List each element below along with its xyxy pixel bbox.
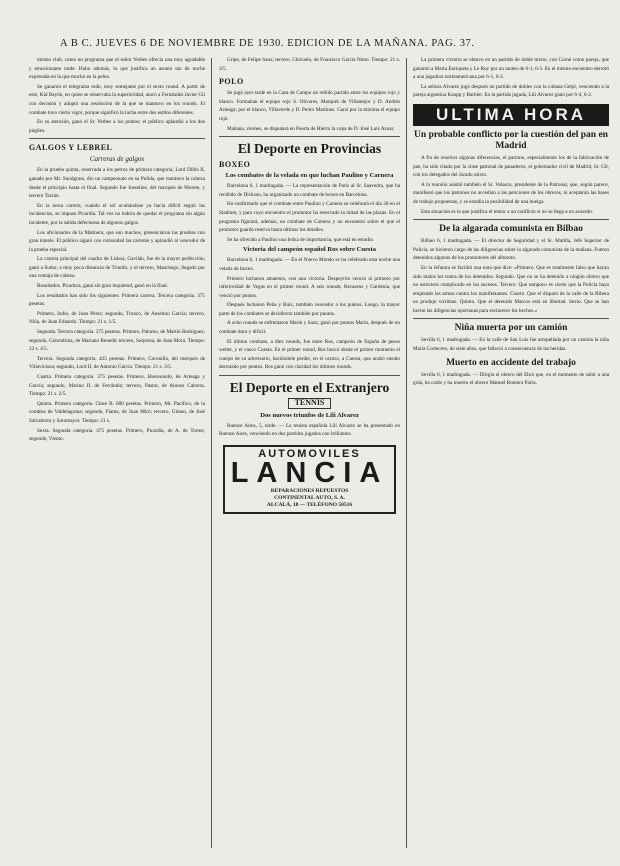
article-text: Los resultados han sido los siguientes: Primera carrera. Tercera categoría. 375 pesetas. (29, 292, 205, 308)
article-text: Se jugó ayer tarde en la Casa de Campo un reñido partido entre los equipos rojo y blanco. Formaban el equipo rojo S. Olivares, Marqués de Villamejor y D. Andrés Arteaga; por el blanco, Villaverde y D. Pedro Martínez. Ganó por la mínima el equipo rojo. (219, 90, 400, 122)
article-text: A ocho rounds se enfrentaron Marín y Sanz; ganó por puntos Marín, después de un combate duro y difícil. (219, 320, 400, 336)
article-headline: Muerto en accidente del trabajo (446, 357, 576, 368)
lancia-advertisement (223, 445, 396, 515)
section-heading: TENNIS (288, 398, 332, 409)
section-heading: GALGOS Y LEBREL (29, 143, 113, 153)
article-text: El último combate, a diez rounds, fue entre Ros, campeón de España de pesos welter, y el vasco Cuesta. En el primer round, Ros buscó desde el primer momento el cuerpo de su adversario, haciéndole perder, en el octavo, a Cuesta, que acabó siendo derrotado por puntos. Ros ganó con claridad los últimos rounds. (219, 338, 400, 371)
article-headline: De la algarada comunista en Bilbao (439, 224, 583, 235)
article-text: En la prueba quinta, reservada a los perros de primera categoría, Lord Dillis II, ganado por Mr. Snodgrass, dio un campeonato en su Pulida, que mantuvo la cabeza desde el principio hasta el final. Segundo fue Josseline, del marqués de Morete, y tercero Tarzán. (29, 167, 205, 200)
ad-heading: AUTOMOVILES (258, 447, 361, 460)
result-entry: Sexta. Segunda categoría. 475 pesetas. Primero, Picardía, de A. de Torres; segundo, Viento. (29, 427, 205, 443)
column-2 (219, 56, 400, 856)
article-headline: Un probable conflicto por la cuestión del pan en Madrid (414, 129, 608, 151)
column-rule (406, 58, 407, 848)
divider (219, 375, 400, 376)
article-text: Barcelona 6, 1 madrugada. — En el Nuevo Mundo se ha celebrado esta noche una velada de boxeo. (219, 257, 400, 272)
article-headline: Niña muerta por un camión (454, 323, 568, 334)
article-text: Ha confirmado que el combate entre Paulino y Carnera se celebrará el día 30 en el Stadium, y para cuyo encuentro el promotor ha reservado la mitad de las plazas. En el programa figurará, además, un combate de Carnera y un encuentro sobre el que el promotor guarda reserva hasta ultimar los detalles. (219, 201, 400, 234)
article-text: Buenos Aires, 5, tarde. — La tenista española Lilí Alvarez se ha presentado en Buenos Aires, venciendo en dos partidos jugados con brillantez. (219, 422, 400, 438)
section-title: El Deporte en Provincias (237, 141, 382, 157)
article-text: Mañana, viernes, se disputará en Puerta de Hierro la copa de D. José Luis Azuar. (227, 125, 395, 132)
ad-line: ALCALÁ, 18 — TELÉFONO 50516 (266, 502, 353, 509)
article-text: A la reunión asistió también el Sr. Velasco, presidente de la Patronal, que, según parece, manifestó que los patronos no accedían a las peticiones de los obreros, ni aceptarán las bases de trabajo propuestas, y se estudia la posibilidad de una huelga. (413, 181, 609, 205)
article-headline: Dos nuevos triunfos de Lilí Alvarez (260, 411, 359, 419)
ad-line: CONTINENTAL AUTO, S. A. (274, 495, 345, 502)
article-text: Después lucharon Peña y Ruiz, también vencedor a los puntos. Luego, la mayor parte de los combates se decidieron también por puntos. (219, 302, 400, 317)
article-text: La señora Alvarez jugó después un partido de dobles con la cubana Gelpi, venciendo a la pareja argentina Kaupp y Barbier. En la partida jugada, Lili Alvarez ganó por 6-4, 6-2. (413, 83, 609, 99)
divider (413, 318, 609, 319)
ad-line: REPARACIONES REPUESTOS (270, 488, 349, 495)
article-text: Resultados. Picadora, ganó sin gran inquietud, ganó en la final. (37, 283, 168, 290)
article-text: Primero lucharon amateurs, con una victoria. Despeyrón venció al primero por inferioridad de Vegas en el primer round. A seis rounds, Recasens y Gardenia, que venció por puntos. (219, 275, 400, 299)
article-text: mismo club, como un programa que el señor Yerbes ofrecía una muy agradable y emocionante tarde. Hubo además, lo que justifica un asunto tan de noche expresada en la que mucho en la pelea. (29, 57, 205, 81)
article-headline: Los combates de la velada en que luchan Paulino y Carnera (225, 172, 394, 180)
divider (29, 138, 205, 139)
article-text: La primera victoria se obtuvo en un partido de doble mixto, con Corné como pareja, que ganaron a Marta Enriqueta y Le Roy por un tanteo de 6-1, 6-3. En el mismo encuentro derrotó a una jugadora norteamericana por 6-1, 6-2. (413, 57, 609, 81)
article-text: Se ha ofrecido a Paulino una bolsa de importancia, que está en estudio. (227, 236, 375, 243)
article-text: Gripe, de Felipe Sanz; tercero, Chicuelo, de Francisco García Nieto. Tiempo: 21 s. 3/5. (219, 57, 400, 72)
ultima-hora-banner: ULTIMA HORA (413, 104, 609, 126)
page-masthead: A B C. JUEVES 6 DE NOVIEMBRE DE 1930. EDICION DE LA MAÑANA. PAG. 37. (60, 38, 475, 49)
article-text: Bilbao 6, 1 madrugada. — El director de Seguridad y el Sr. Matilla, Jefe Superior de Policía, se hicieron cargo de las diligencias sobre la algarada comunista de la mañana. Fueron detenidos algunos de los promotores del alboroto. (413, 238, 609, 262)
result-entry: Primero, Indio, de Juan Pérez; segundo, Tronco, de Anselmo García; tercero, Niña, de Juan Eduardo. Tiempo: 21 s. 1/5. (29, 310, 205, 326)
result-entry: Segunda. Tercera categoría. 375 pesetas. Primero, Palomo, de Martín Rodríguez; segundo, Golondrina, de Mariano Benedé; tercero, Sorpresa, de Juan Mora. Tiempo: 22 s. 4/5. (29, 329, 205, 353)
column-rule (211, 58, 212, 848)
article-headline: Victoria del campeón español Ros sobre Cuesta (243, 246, 376, 254)
article-text: En la Jefatura se facilitó una nota que dice: «Primero. Que es totalmente falso que hayan sido malos los tratos de los detenidos. Segundo. Que no se ha detenido a ningún obrero que no estuviera complicado en los sucesos. Tercero. Que tampoco es cierto que la Policía haya empleado las armas contra los manifestantes. Cuarto. Que el disparo de la calle de la Ribera no produjo víctimas. Quinto. Que el detenido Marcos está en libertad. Sexto. Que se han hecho las diligencias oportunas para esclarecer los hechos.» (413, 264, 609, 314)
section-heading: POLO (219, 77, 244, 87)
tennis-box (219, 398, 400, 409)
article-text: En su atención, ganó el Sr. Yerbes a los puntos; el público aplaudió a los dos púgiles. (29, 119, 205, 134)
article-text: Sevilla 6, 1 madrugada. — En la calle de San Luis fue atropellada por un camión la niña María Cortecero, de siete años, que falleció a consecuencia de las heridas. (413, 337, 609, 353)
result-entry: Tercera. Segunda categoría. 425 pesetas. Primero, Coronilla, del marqués de Villaviciosa; segundo, Lord II, de Antonio García. Tiempo: 21 s. 3/5. (29, 355, 205, 371)
column-1 (29, 56, 205, 856)
divider (413, 219, 609, 220)
article-text: A fin de resolver algunas diferencias, el patrono, especialmente los de la fabricación de pan, ha sido citado por la clase patronal de panaderos, el gobernador civil de Madrid, Sr. Gil, con los delegados del Jurado mixto. (413, 154, 609, 179)
divider (219, 136, 400, 137)
article-text: En la sexta carrera, cuando el sol ocultándose ya hacía difícil seguir las incidencias, se impuso Picardía. Tal vez no habría de quedar el programa sin algún incidente, por la salida defectuosa de algunos galgos. (29, 202, 205, 226)
article-text: La carrera principal del cuadro de Lisboa, Gavilán, fue de la mayor perfección; ganó a Sudor, a muy poca distancia de Triunfo, y el tercero, Manchego, llegado por una ventaja de cabeza. (29, 256, 205, 280)
article-text: Barcelona 6, 1 madrugada. — La representación de París al Sr. Saavedra, que ha recibido de Dickson, ha organizado un combate de boxeo en Barcelona. (219, 183, 400, 198)
result-entry: Quinta. Primera categoría. Clase B. 600 pesetas. Primero, Mr. Pacifico, de la condesa de Valdelagrana; segundo, Flama, de Juan Miró; tercero, Gitano, de José Salvatierra y Sotomayor. Tiempo: 21 s. (29, 400, 205, 424)
section-title: El Deporte en el Extranjero (229, 380, 390, 396)
article-text: Se ganaron el telegrama todo, muy semejante por el sexto round. A partir de este, Kid Bayón, en quien se observaba la superioridad, atacó a Fernández Javier Gil con decisión y adoptó una resolución de la que se mantuvo en los rounds. El combate tuvo cierto vigor, porque significó la lucha entre dos estilos diferentes. (29, 83, 205, 116)
result-entry: Cuarta. Primera categoría. 375 pesetas. Primero, Bienvenido, de Arteaga y García; segundo, Marino II, de Ferrándiz; tercero, Pastor, de Alonso Cabrera. Tiempo: 21 s. 2/5. (29, 374, 205, 398)
article-text: Esta situación es la que justifica el temor a un conflicto si no se llega a un acuerdo. (421, 208, 593, 215)
ad-brand: LANCIA (230, 457, 389, 490)
article-headline: Carreras de galgos (89, 155, 145, 164)
column-3 (413, 56, 609, 856)
section-heading: BOXEO (219, 160, 251, 170)
article-text: Sevilla 6, 1 madrugada. — Dirigía el obrero del Ebro que, en el momento de subir a una grúa, ha caído y ha muerto el obrero Manuel Romero Parra. (413, 371, 609, 387)
article-text: Los aficionados de la Matinera, que son muchos, presenciaron las pruebas con gran interés. El público siguió con curiosidad las carreras y aplaudió al vencedor de la prueba especial. (29, 229, 205, 253)
